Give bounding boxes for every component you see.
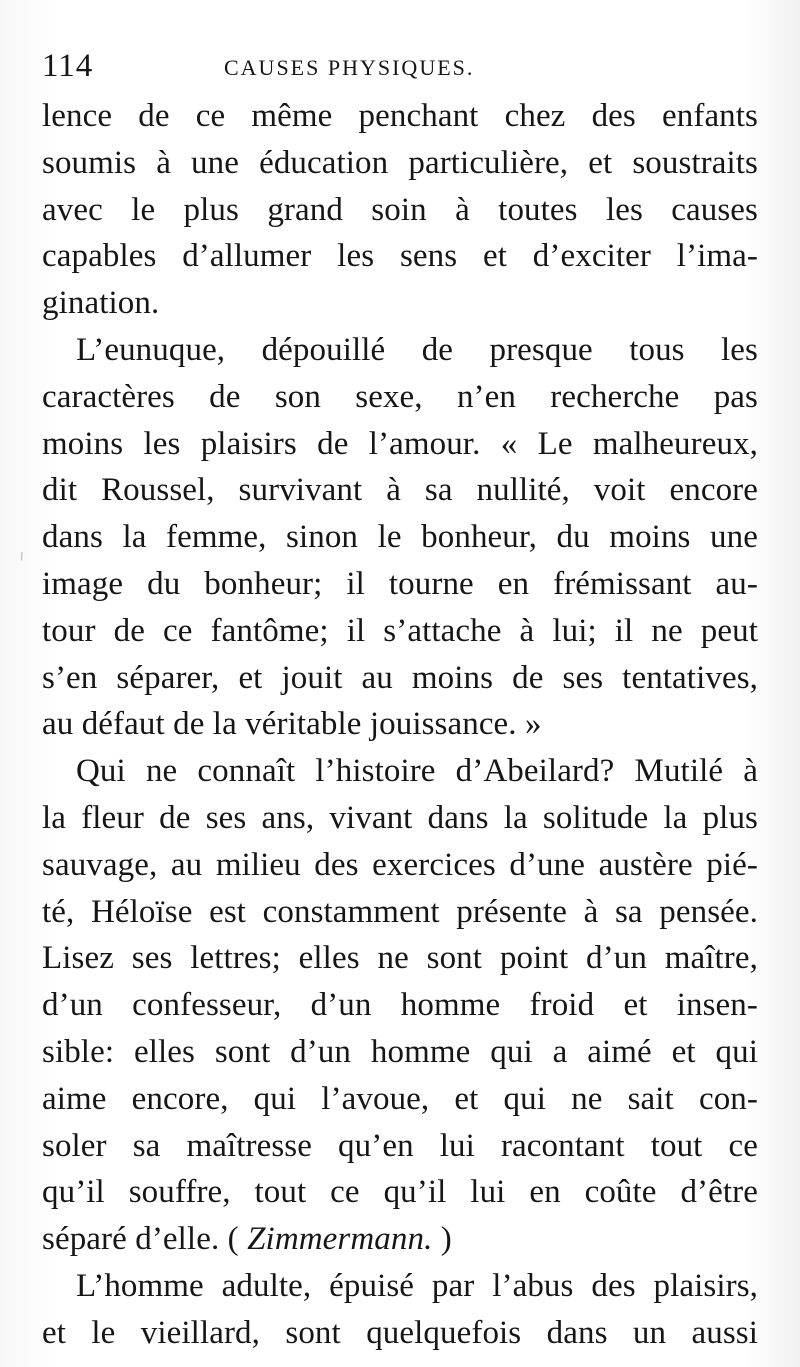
text-line: moins les plaisirs de l’amour. « Le malheureux, [42,425,758,462]
text-line: tour de ce fantôme; il s’attache à lui; il ne peut [42,612,758,649]
page-header [42,42,758,86]
text-line: dans la femme, sinon le bonheur, du moins une [42,519,758,556]
running-title: CAUSES PHYSIQUES. [224,55,475,80]
text-line: la fleur de ses ans, vivant dans la solitude la plus [42,799,758,836]
citation-author: Zimmermann. [247,1221,433,1258]
text-line: qu’il souffre, tout ce qu’il lui en coûte d’être [42,1174,758,1211]
text-line: sible: elles sont d’un homme qui a aimé et qui [42,1033,758,1070]
text-line: L’homme adulte, épuisé par l’abus des plaisirs, [76,1267,758,1304]
text-line: lence de ce même penchant chez des enfants [42,98,758,134]
text-line: d’un confesseur, d’un homme froid et insen- [42,987,758,1024]
text-line: capables d’allumer les sens et d’exciter l’ima- [42,238,758,275]
text-line: Qui ne connaît l’histoire d’Abeilard? Mutilé à [76,753,758,790]
text-line: dit Roussel, survivant à sa nullité, voit encore [42,472,758,509]
page-number: 114 [42,48,94,84]
text-line: et le vieillard, sont quelquefois dans un aussi [42,1314,758,1351]
text-line: s’en séparer, et jouit au moins de ses tentatives, [42,659,758,696]
citation-prefix: séparé d’elle. ( [42,1221,248,1258]
text-line: caractères de son sexe, n’en recherche pas [42,378,758,415]
text-line: soler sa maîtresse qu’en lui racontant tout ce [42,1127,758,1164]
text-line: sauvage, au milieu des exercices d’une austère pié- [42,846,758,883]
text-line: té, Héloïse est constamment présente à sa pensée. [42,893,758,930]
body-text [42,93,758,1357]
margin-mark: / [18,548,26,564]
text-line: au défaut de la véritable jouissance. » [42,706,542,743]
text-line: Lisez ses lettres; elles ne sont point d’un maître, [42,940,758,977]
text-line-citation [42,1216,758,1263]
text-line: avec le plus grand soin à toutes les causes [42,191,758,228]
text-line: image du bonheur; il tourne en frémissant au- [42,565,758,602]
text-line: gination. [42,285,160,322]
text-line: L’eunuque, dépouillé de presque tous les [76,331,758,368]
text-line: soumis à une éducation particulière, et soustraits [42,144,758,181]
citation-suffix: ) [432,1221,452,1258]
text-line: aime encore, qui l’avoue, et qui ne sait con- [42,1080,758,1117]
